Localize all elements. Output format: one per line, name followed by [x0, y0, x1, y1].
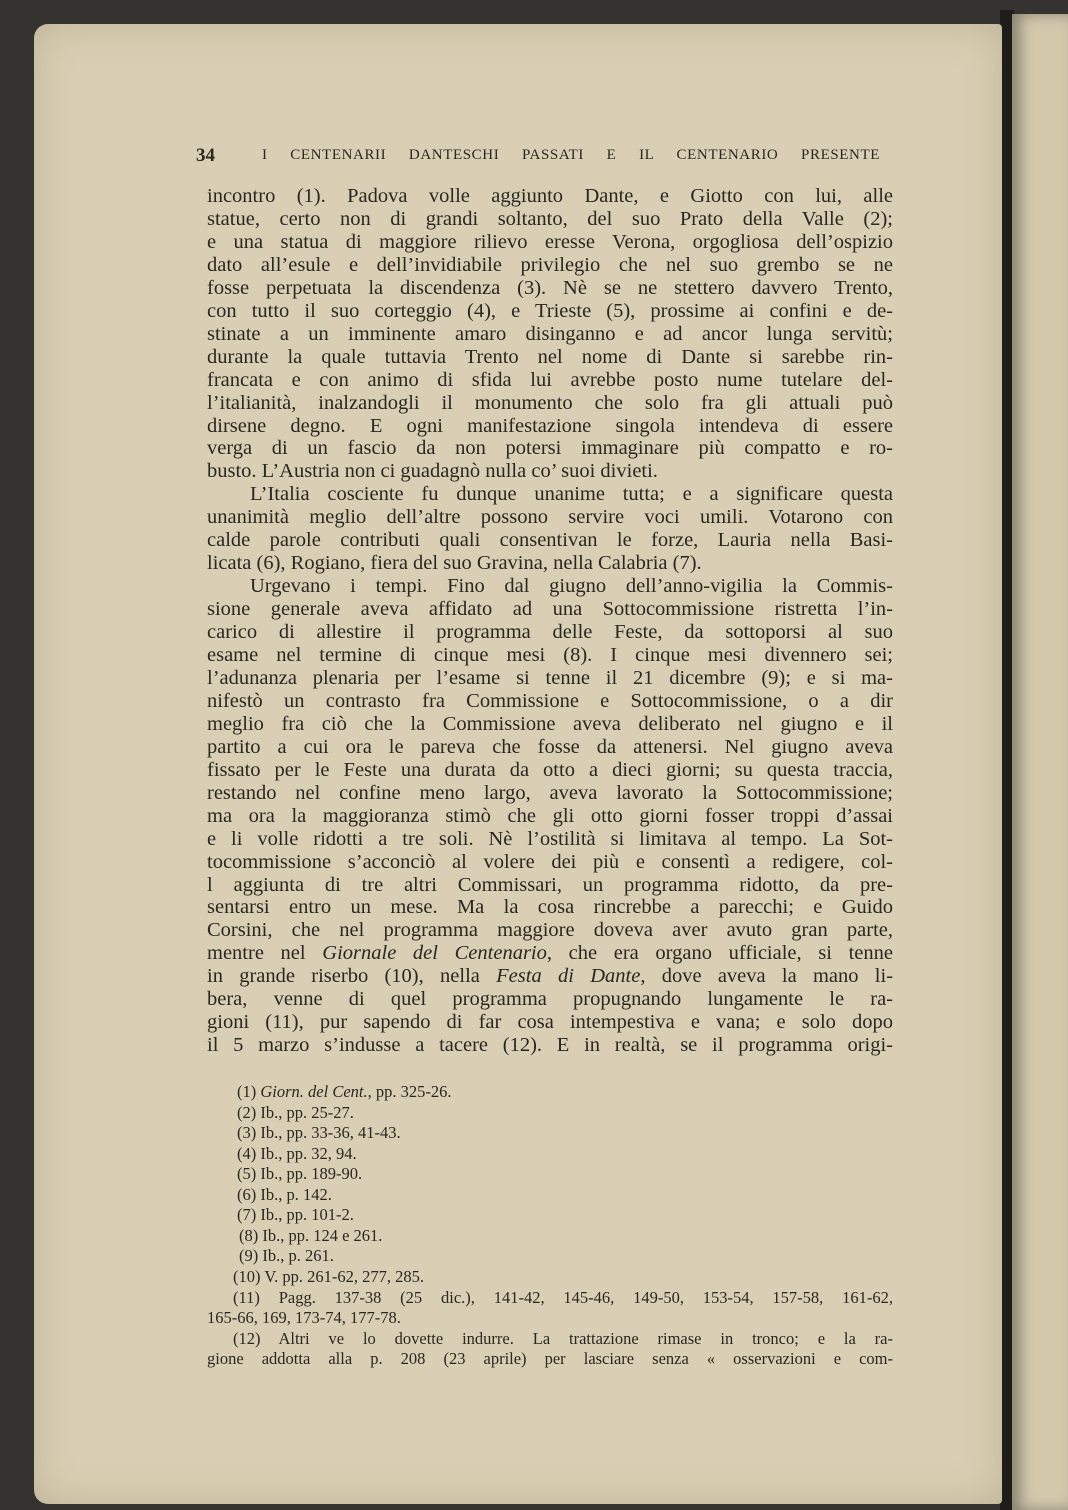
body-line: unanimità meglio dell’altre possono servire voci umili. Votarono con [207, 506, 893, 529]
body-line [207, 965, 893, 987]
body-line: verga di un fascio da non potersi immaginare più compatto e ro- [207, 437, 893, 460]
footnote-line: (6) Ib., p. 142. [237, 1184, 332, 1204]
text-segment: , che era organo ufficiale, si tenne [546, 942, 894, 965]
body-line: con tutto il suo corteggio (4), e Trieste (5), prossime ai confini e de- [207, 299, 893, 322]
body-line: busto. L’Austria non ci guadagnò nulla co’ suoi divieti. [207, 460, 658, 483]
footnote-line: (4) Ib., pp. 32, 94. [237, 1143, 357, 1163]
footnote-line: (8) Ib., pp. 124 e 261. [239, 1225, 383, 1245]
body-line: dato all’esule e dell’invidiabile privilegio che nel suo grembo se ne [207, 253, 893, 276]
body-line: e una statua di maggiore rilievo eresse Verona, orgogliosa dell’ospizio [207, 230, 893, 253]
body-line: dirsene degno. E ogni manifestazione singola intendeva di essere [207, 414, 893, 437]
running-header: I CENTENARII DANTESCHI PASSATI E IL CENTENARIO PRESENTE [262, 147, 880, 163]
body-line: licata (6), Rogiano, fiera del suo Gravina, nella Calabria (7). [207, 552, 702, 575]
body-line: nifestò un contrasto fra Commissione e Sottocommissione, o a dir [207, 689, 893, 712]
italic-title: Giornale del Centenario [322, 942, 547, 965]
facing-page-edge [1012, 14, 1068, 1510]
body-line: restando nel confine meno largo, aveva lavorato la Sottocommissione; [207, 781, 893, 804]
body-line: fosse perpetuata la discendenza (3). Nè se ne stettero davvero Trento, [207, 276, 893, 299]
text-segment: mentre nel [207, 942, 323, 965]
body-line: l’italianità, inalzandogli il monumento che solo fra gli attuali può [207, 391, 893, 414]
body-line: incontro (1). Padova volle aggiunto Dante, e Giotto con lui, alle [207, 185, 893, 207]
footnote-line: (5) Ib., pp. 189-90. [237, 1164, 363, 1184]
body-line: tocommissione s’acconciò al volere dei più e consentì a redigere, col- [207, 850, 893, 873]
body-line: gioni (11), pur sapendo di far cosa intempestiva e vana; e solo dopo [207, 1011, 893, 1034]
text-segment: , dove aveva la mano li- [640, 965, 894, 988]
body-line: sentarsi entro un mese. Ma la cosa rincrebbe a parecchi; e Guido [207, 896, 893, 919]
italic-title: Giorn. del Cent. [260, 1082, 368, 1101]
footnote-line: (3) Ib., pp. 33-36, 41-43. [237, 1123, 401, 1143]
text-segment: , pp. 325-26. [367, 1082, 452, 1101]
body-line: l’adunanza plenaria per l’esame si tenne il 21 dicembre (9); e si ma- [207, 666, 893, 689]
body-line: bera, venne di quel programma propugnando lungamente le ra- [207, 988, 893, 1011]
body-line [207, 942, 893, 964]
page-number: 34 [196, 145, 215, 166]
body-line: fissato per le Feste una durata da otto a dieci giorni; su questa traccia, [207, 758, 893, 781]
body-line: Corsini, che nel programma maggiore doveva aver avuto gran parte, [207, 919, 893, 942]
body-line: sione generale aveva affidato ad una Sottocommissione ristretta l’in- [207, 598, 893, 621]
body-line: partito a cui ora le pareva che fosse da attenersi. Nel giugno aveva [207, 735, 893, 758]
footnote-line [237, 1082, 893, 1101]
body-line: l aggiunta di tre altri Commissari, un programma ridotto, da pre- [207, 873, 893, 896]
body-line: e li volle ridotti a tre soli. Nè l’ostilità si limitava al tempo. La Sot- [207, 827, 893, 850]
body-line: statue, certo non di grandi soltanto, del suo Prato della Valle (2); [207, 207, 893, 230]
footnote-line: (2) Ib., pp. 25-27. [237, 1102, 354, 1122]
footnote-line: (11) Pagg. 137-38 (25 dic.), 141-42, 145-46, 149-50, 153-54, 157-58, 161-62, [233, 1287, 893, 1307]
body-line: carico di allestire il programma delle Feste, da sottoporsi al suo [207, 621, 893, 644]
body-line: calde parole contributi quali consentivan le forze, Lauria nella Basi- [207, 529, 893, 552]
footnote-line: 165-66, 169, 173-74, 177-78. [207, 1308, 401, 1328]
text-segment: in grande riserbo (10), nella [207, 965, 497, 988]
body-line: stinate a un imminente amaro disinganno e ad ancor lunga servitù; [207, 322, 893, 345]
footnote-line: (9) Ib., p. 261. [239, 1246, 334, 1266]
body-line: ma ora la maggioranza stimò che gli otto giorni fosser troppi d’assai [207, 804, 893, 827]
body-line: il 5 marzo s’indusse a tacere (12). E in realtà, se il programma origi- [207, 1034, 893, 1057]
body-line: meglio fra ciò che la Commissione aveva deliberato nel giugno e il [207, 712, 893, 735]
body-line: francata e con animo di sfida lui avrebbe posto nume tutelare del- [207, 368, 893, 391]
footnote-line: (10) V. pp. 261-62, 277, 285. [233, 1266, 424, 1286]
text-segment: (1) [237, 1082, 261, 1101]
body-line: durante la quale tuttavia Trento nel nome di Dante si sarebbe rin- [207, 345, 893, 368]
footnote-line: gione addotta alla p. 208 (23 aprile) per lasciare senza « osservazioni e com- [207, 1349, 893, 1369]
body-line: esame nel termine di cinque mesi (8). I cinque mesi divennero sei; [207, 644, 893, 666]
body-line: Urgevano i tempi. Fino dal giugno dell’anno-vigilia la Commis- [250, 575, 893, 598]
body-line: L’Italia cosciente fu dunque unanime tutta; e a significare questa [250, 483, 893, 506]
footnote-line: (12) Altri ve lo dovette indurre. La trattazione rimase in tronco; e la ra- [233, 1328, 893, 1348]
footnote-line: (7) Ib., pp. 101-2. [237, 1205, 354, 1225]
italic-title: Festa di Dante [496, 965, 641, 988]
